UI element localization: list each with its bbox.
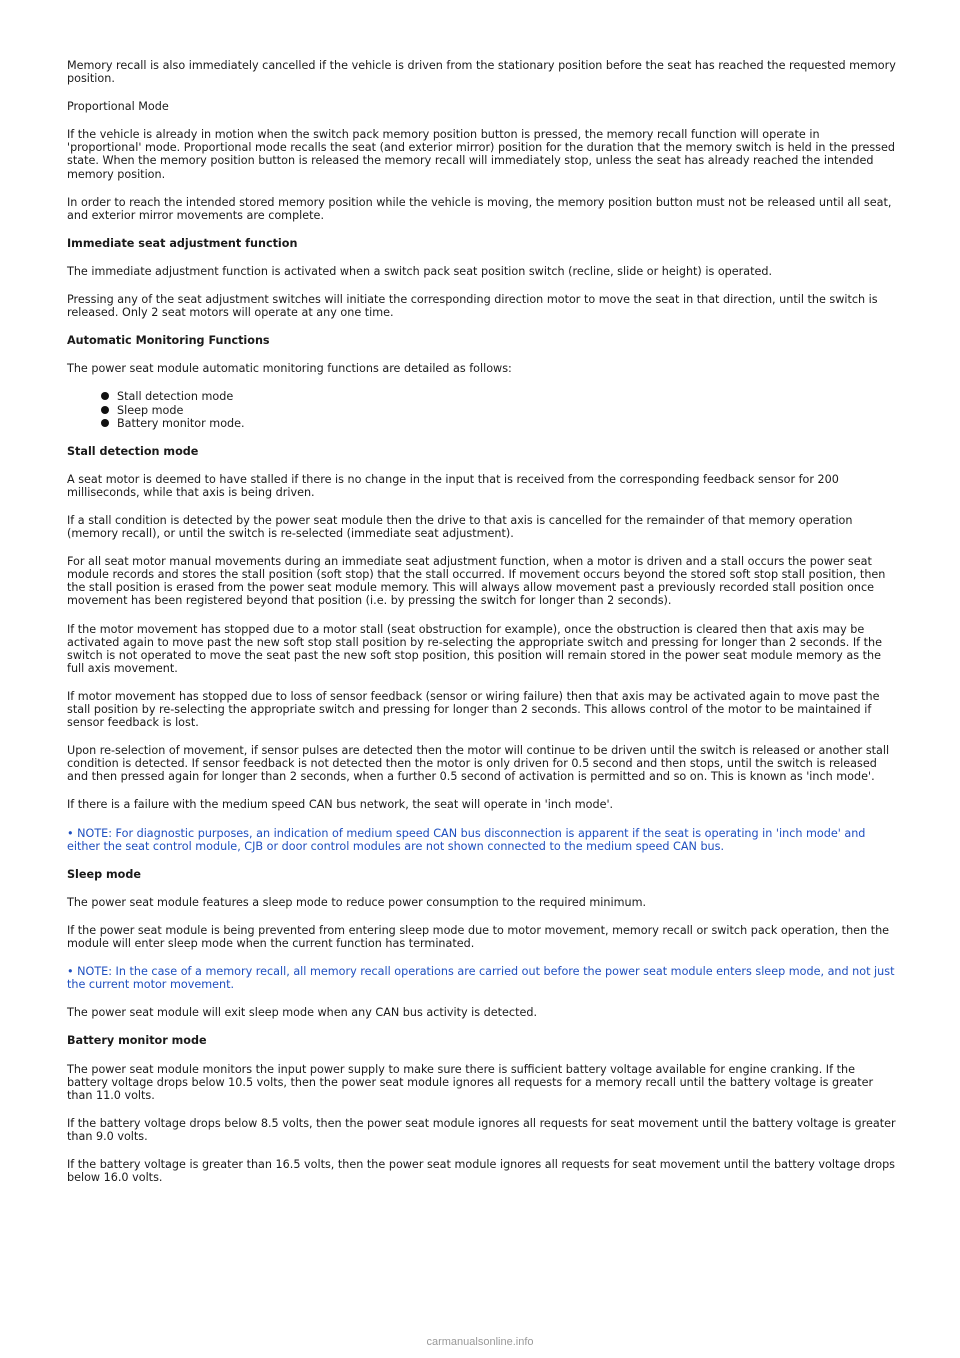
list-item-label: Sleep mode <box>117 403 184 417</box>
bullet-icon <box>101 419 109 427</box>
section-heading-sleep-mode: Sleep mode <box>67 867 141 881</box>
list-item-label: Battery monitor mode. <box>117 416 245 430</box>
section-heading-automatic-monitoring: Automatic Monitoring Functions <box>67 334 270 348</box>
paragraph: If the power seat module is being prevented from entering sleep mode due to motor movement, memory recall or switch pack operation, then the module will enter sleep mode when the current function has terminated. <box>67 923 890 951</box>
bullet-icon <box>101 406 109 414</box>
paragraph: Memory recall is also immediately cancelled if the vehicle is driven from the stationary position before the seat has reached the requested memory position. <box>67 59 896 86</box>
section-heading-battery-monitor: Battery monitor mode <box>67 1034 207 1048</box>
paragraph: If the battery voltage drops below 8.5 volts, then the power seat module ignores all requests for seat movement until the battery voltage is greater than 9.0 volts. <box>67 1116 896 1143</box>
paragraph: If there is a failure with the medium speed CAN bus network, the seat will operate in 'inch mode'. <box>67 798 614 812</box>
paragraph: Pressing any of the seat adjustment switches will initiate the corresponding direction motor to move the seat in that direction, until the switch is released. Only 2 seat motors will operate at any one time. <box>67 293 878 320</box>
paragraph: If motor movement has stopped due to loss of sensor feedback (sensor or wiring failure) then that axis may be activated again to move past the stall position by re-selecting the appropriate switch and pressing for longer than 2 seconds. This allows control of the motor to be maintained if sensor feedback is lost. <box>67 689 880 730</box>
paragraph: A seat motor is deemed to have stalled if there is no change in the input that is received from the corresponding feedback sensor for 200 milliseconds, while that axis is being driven. <box>67 472 839 499</box>
list-item <box>67 404 897 417</box>
paragraph: Proportional Mode <box>67 100 169 114</box>
paragraph: The power seat module will exit sleep mode when any CAN bus activity is detected. <box>67 1006 538 1020</box>
list-item <box>67 390 897 403</box>
document-page <box>67 59 897 1199</box>
paragraph: For all seat motor manual movements during an immediate seat adjustment function, when a motor is driven and a stall occurs the power seat module records and stores the stall position (soft stop) that the stall occurred. If movement occurs beyond the stored soft stop stall position, then the stall position is erased from the power seat module memory. This will always allow movement past a previously recorded stall position once movement has been registered beyond that position (i.e. by pressing the switch for longer than 2 seconds). <box>67 555 886 608</box>
paragraph: If the motor movement has stopped due to a motor stall (seat obstruction for example), once the obstruction is cleared then that axis may be activated again to move past the new soft stop stall position by re-selecting the appropriate switch and pressing for longer than 2 seconds. If the switch is not operated to move the seat past the new soft stop position, this position will remain stored in the power seat module memory as the full axis movement. <box>67 622 882 675</box>
section-heading-stall-detection: Stall detection mode <box>67 444 199 458</box>
paragraph: The power seat module features a sleep mode to reduce power consumption to the required minimum. <box>67 895 647 909</box>
paragraph: If a stall condition is detected by the power seat module then the drive to that axis is cancelled for the remainder of that memory operation (memory recall), or until the switch is re-selected (immediate seat adjustment). <box>67 513 853 541</box>
paragraph: Upon re-selection of movement, if sensor pulses are detected then the motor will continue to be driven until the switch is released or another stall condition is detected. If sensor feedback is not detected then the motor is only driven for 0.5 second and then stops, until the switch is released and then pressed again for longer than 2 seconds, when a further 0.5 second of activation is permitted and so on. This is known as 'inch mode'. <box>67 744 890 784</box>
list-item-label: Stall detection mode <box>117 390 234 404</box>
monitoring-functions-list <box>67 390 897 429</box>
note-paragraph: • NOTE: In the case of a memory recall, all memory recall operations are carried out before the power seat module enters sleep mode, and not just the current motor movement. <box>67 965 895 992</box>
watermark: carmanualsonline.info <box>426 1336 534 1348</box>
list-item <box>67 417 897 430</box>
paragraph: The power seat module automatic monitoring functions are detailed as follows: <box>67 362 512 376</box>
note-paragraph: • NOTE: For diagnostic purposes, an indication of medium speed CAN bus disconnection is apparent if the seat is operating in 'inch mode' and either the seat control module, CJB or door control modules are not shown connected to the medium speed CAN bus. <box>67 826 866 853</box>
paragraph: If the battery voltage is greater than 16.5 volts, then the power seat module ignores all requests for seat movement until the battery voltage drops below 16.0 volts. <box>67 1157 896 1185</box>
bullet-icon <box>101 392 109 400</box>
paragraph: The immediate adjustment function is activated when a switch pack seat position switch (recline, slide or height) is operated. <box>67 264 773 278</box>
paragraph: The power seat module monitors the input power supply to make sure there is sufficient battery voltage available for engine cranking. If the battery voltage drops below 10.5 volts, then the power seat module ignores all requests for a memory recall until the battery voltage is greater than 11.0 volts. <box>67 1062 874 1102</box>
paragraph: If the vehicle is already in motion when the switch pack memory position button is pressed, the memory recall function will operate in 'proportional' mode. Proportional mode recalls the seat (and exterior mirror) position for the duration that the memory switch is held in the pressed state. When the memory position button is released the memory recall will immediately stop, unless the seat has already reached the intended memory position. <box>67 128 895 181</box>
paragraph: In order to reach the intended stored memory position while the vehicle is moving, the memory position button must not be released until all seat, and exterior mirror movements are complete. <box>67 195 892 222</box>
section-heading-immediate-adjustment: Immediate seat adjustment function <box>67 236 298 250</box>
